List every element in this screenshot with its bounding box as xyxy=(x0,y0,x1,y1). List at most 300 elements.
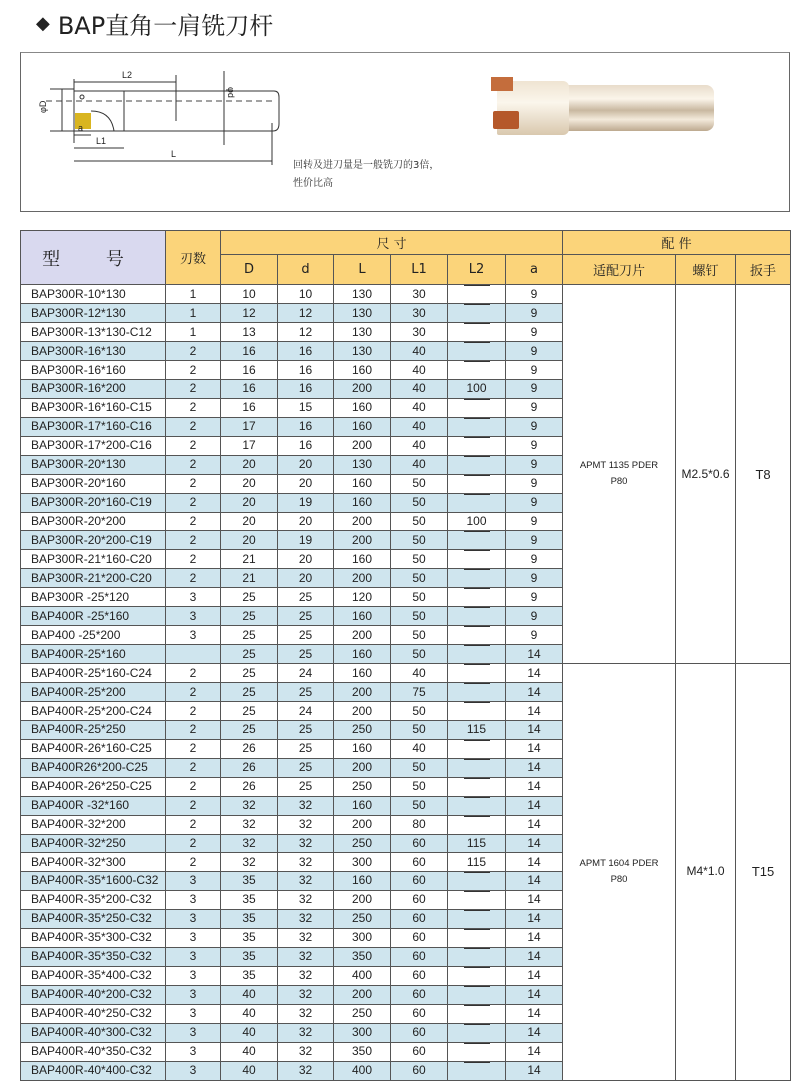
cell-a: 9 xyxy=(506,607,563,626)
cell-screw: M4*1.0 xyxy=(676,664,736,1081)
cell-L2 xyxy=(448,1004,506,1023)
cell-L2: 115 xyxy=(448,853,506,872)
dash-placeholder xyxy=(464,683,490,701)
cell-d: 24 xyxy=(278,664,334,683)
cell-a: 9 xyxy=(506,531,563,550)
cell-L1: 60 xyxy=(391,1004,448,1023)
cell-d: 32 xyxy=(278,871,334,890)
cell-model: BAP300R -25*120 xyxy=(21,588,166,607)
cell-d: 32 xyxy=(278,947,334,966)
cell-L2 xyxy=(448,739,506,758)
cell-D: 20 xyxy=(221,493,278,512)
cell-D: 40 xyxy=(221,1061,278,1080)
cell-blades: 2 xyxy=(166,796,221,815)
cell-D: 16 xyxy=(221,361,278,380)
cell-blades: 1 xyxy=(166,285,221,304)
cell-L1: 60 xyxy=(391,928,448,947)
cell-a: 14 xyxy=(506,871,563,890)
cell-L2 xyxy=(448,493,506,512)
cell-blades: 2 xyxy=(166,683,221,702)
cell-D: 25 xyxy=(221,588,278,607)
cell-L: 400 xyxy=(334,1061,391,1080)
cell-blades: 2 xyxy=(166,455,221,474)
cell-a: 9 xyxy=(506,323,563,342)
cell-L: 130 xyxy=(334,323,391,342)
dash-placeholder xyxy=(464,569,490,587)
cell-L2 xyxy=(448,323,506,342)
cell-a: 14 xyxy=(506,1061,563,1080)
cell-L2 xyxy=(448,361,506,380)
cell-L2 xyxy=(448,890,506,909)
cell-L: 250 xyxy=(334,777,391,796)
cell-a: 14 xyxy=(506,721,563,740)
dash-placeholder xyxy=(464,626,490,644)
cell-model: BAP400R-25*200 xyxy=(21,683,166,702)
cell-L: 250 xyxy=(334,1004,391,1023)
cell-model: BAP300R-16*200 xyxy=(21,380,166,399)
cell-model: BAP300R-12*130 xyxy=(21,304,166,323)
tool-insert xyxy=(493,111,519,129)
cell-L1: 40 xyxy=(391,361,448,380)
cell-blades: 2 xyxy=(166,834,221,853)
cell-L: 160 xyxy=(334,417,391,436)
cell-L2 xyxy=(448,436,506,455)
cell-L1: 50 xyxy=(391,702,448,721)
cell-model: BAP400R -25*160 xyxy=(21,607,166,626)
dash-placeholder xyxy=(464,550,490,568)
cell-L: 130 xyxy=(334,304,391,323)
cell-d: 32 xyxy=(278,1023,334,1042)
cell-L: 130 xyxy=(334,342,391,361)
cell-a: 9 xyxy=(506,285,563,304)
cell-d: 20 xyxy=(278,455,334,474)
cell-a: 14 xyxy=(506,947,563,966)
cell-L: 250 xyxy=(334,721,391,740)
cell-d: 25 xyxy=(278,645,334,664)
cell-d: 32 xyxy=(278,815,334,834)
cell-d: 32 xyxy=(278,1004,334,1023)
header-L: L xyxy=(334,255,391,285)
cell-L2 xyxy=(448,815,506,834)
cell-L: 130 xyxy=(334,285,391,304)
cell-d: 20 xyxy=(278,512,334,531)
cell-D: 25 xyxy=(221,702,278,721)
cell-D: 12 xyxy=(221,304,278,323)
cell-D: 25 xyxy=(221,664,278,683)
cell-L: 200 xyxy=(334,815,391,834)
cell-L1: 50 xyxy=(391,777,448,796)
dash-placeholder xyxy=(464,494,490,512)
cell-blades: 1 xyxy=(166,323,221,342)
cell-model: BAP400R-25*200-C24 xyxy=(21,702,166,721)
cell-model: BAP300R-17*160-C16 xyxy=(21,417,166,436)
cell-d: 32 xyxy=(278,928,334,947)
dash-placeholder xyxy=(464,437,490,455)
cell-model: BAP300R-20*160 xyxy=(21,474,166,493)
cell-blades: 3 xyxy=(166,890,221,909)
cell-L: 160 xyxy=(334,361,391,380)
cell-D: 26 xyxy=(221,777,278,796)
tool-photo xyxy=(489,77,719,137)
header-dimensions: 尺 寸 xyxy=(221,231,563,255)
cell-d: 19 xyxy=(278,493,334,512)
cell-L: 200 xyxy=(334,985,391,1004)
cell-L2 xyxy=(448,871,506,890)
cell-model: BAP300R-10*130 xyxy=(21,285,166,304)
cell-L: 200 xyxy=(334,683,391,702)
cell-blades: 3 xyxy=(166,1061,221,1080)
cell-L2 xyxy=(448,342,506,361)
cell-a: 14 xyxy=(506,815,563,834)
cell-model: BAP400R-40*400-C32 xyxy=(21,1061,166,1080)
cell-L1: 60 xyxy=(391,890,448,909)
dash-placeholder xyxy=(464,645,490,663)
cell-L: 400 xyxy=(334,966,391,985)
cell-D: 32 xyxy=(221,796,278,815)
cell-d: 32 xyxy=(278,1061,334,1080)
cell-L1: 50 xyxy=(391,758,448,777)
cell-model: BAP400R26*200-C25 xyxy=(21,758,166,777)
cell-D: 17 xyxy=(221,417,278,436)
cell-D: 21 xyxy=(221,569,278,588)
cell-blades: 3 xyxy=(166,928,221,947)
cell-L1: 30 xyxy=(391,323,448,342)
cell-D: 25 xyxy=(221,683,278,702)
cell-blades: 2 xyxy=(166,493,221,512)
page-title xyxy=(36,6,273,41)
note-line-1: 回转及进刀量是一般铣刀的3倍， xyxy=(293,160,440,171)
cell-L2 xyxy=(448,758,506,777)
cell-D: 35 xyxy=(221,890,278,909)
cell-D: 25 xyxy=(221,626,278,645)
cell-model: BAP300R-16*160 xyxy=(21,361,166,380)
note-line-2: 性价比高 xyxy=(293,178,333,189)
cell-L1: 50 xyxy=(391,550,448,569)
cell-L2 xyxy=(448,607,506,626)
dash-placeholder xyxy=(464,740,490,758)
dash-placeholder xyxy=(464,285,490,303)
cell-a: 14 xyxy=(506,834,563,853)
cell-d: 20 xyxy=(278,474,334,493)
cell-model: BAP300R-16*160-C15 xyxy=(21,398,166,417)
cell-d: 25 xyxy=(278,777,334,796)
dash-placeholder xyxy=(464,891,490,909)
cell-model: BAP300R-20*160-C19 xyxy=(21,493,166,512)
dash-placeholder xyxy=(464,872,490,890)
cell-L1: 40 xyxy=(391,417,448,436)
cell-a: 14 xyxy=(506,777,563,796)
label-phi-d: φd xyxy=(226,87,236,98)
cell-d: 12 xyxy=(278,304,334,323)
header-a: a xyxy=(506,255,563,285)
cell-L2 xyxy=(448,1023,506,1042)
header-accessories: 配 件 xyxy=(563,231,791,255)
cell-L2 xyxy=(448,947,506,966)
tool-shank xyxy=(564,85,714,131)
cell-a: 14 xyxy=(506,1023,563,1042)
cell-d: 12 xyxy=(278,323,334,342)
cell-a: 9 xyxy=(506,569,563,588)
cell-L: 200 xyxy=(334,890,391,909)
cell-d: 16 xyxy=(278,436,334,455)
cell-a: 9 xyxy=(506,493,563,512)
cell-blades: 3 xyxy=(166,909,221,928)
cell-a: 14 xyxy=(506,683,563,702)
cell-L2 xyxy=(448,702,506,721)
cell-d: 19 xyxy=(278,531,334,550)
header-L1: L1 xyxy=(391,255,448,285)
cell-model: BAP400R-25*250 xyxy=(21,721,166,740)
cell-D: 35 xyxy=(221,871,278,890)
cell-model: BAP400R-26*250-C25 xyxy=(21,777,166,796)
cell-D: 32 xyxy=(221,834,278,853)
cell-blades: 2 xyxy=(166,512,221,531)
cell-d: 16 xyxy=(278,342,334,361)
cell-L: 160 xyxy=(334,796,391,815)
cell-L1: 40 xyxy=(391,436,448,455)
cell-L1: 50 xyxy=(391,607,448,626)
cell-d: 20 xyxy=(278,550,334,569)
cell-d: 32 xyxy=(278,796,334,815)
cell-model: BAP300R-17*200-C16 xyxy=(21,436,166,455)
cell-L2: 100 xyxy=(448,380,506,399)
cell-L: 160 xyxy=(334,550,391,569)
cell-blades: 2 xyxy=(166,380,221,399)
cell-model: BAP400R-35*250-C32 xyxy=(21,909,166,928)
cell-L1: 40 xyxy=(391,664,448,683)
cell-model: BAP300R-20*200 xyxy=(21,512,166,531)
cell-d: 32 xyxy=(278,834,334,853)
insert-line-1: APMT 1135 PDER xyxy=(579,460,659,472)
cell-a: 9 xyxy=(506,398,563,417)
cell-L: 160 xyxy=(334,645,391,664)
cell-D: 32 xyxy=(221,815,278,834)
cell-a: 9 xyxy=(506,361,563,380)
dash-placeholder xyxy=(464,702,490,720)
dash-placeholder xyxy=(464,1005,490,1023)
dash-placeholder xyxy=(464,778,490,796)
cell-model: BAP300R-21*200-C20 xyxy=(21,569,166,588)
cell-D: 20 xyxy=(221,474,278,493)
cell-a: 14 xyxy=(506,985,563,1004)
cell-L2 xyxy=(448,777,506,796)
dash-placeholder xyxy=(464,475,490,493)
cell-L2 xyxy=(448,1061,506,1080)
cell-L: 300 xyxy=(334,1023,391,1042)
cell-D: 25 xyxy=(221,721,278,740)
cell-a: 14 xyxy=(506,890,563,909)
cell-L: 200 xyxy=(334,436,391,455)
cell-D: 13 xyxy=(221,323,278,342)
cell-L: 250 xyxy=(334,834,391,853)
cell-L1: 40 xyxy=(391,342,448,361)
cell-a: 9 xyxy=(506,550,563,569)
cell-L2 xyxy=(448,474,506,493)
cell-D: 20 xyxy=(221,512,278,531)
cell-L: 120 xyxy=(334,588,391,607)
cell-model: BAP400R-32*200 xyxy=(21,815,166,834)
cell-blades: 1 xyxy=(166,304,221,323)
cell-a: 9 xyxy=(506,474,563,493)
feature-note xyxy=(293,157,439,193)
cell-L2 xyxy=(448,928,506,947)
label-phi-D: φD xyxy=(38,100,48,113)
dash-placeholder xyxy=(464,361,490,379)
cell-blades: 2 xyxy=(166,777,221,796)
cell-blades: 2 xyxy=(166,417,221,436)
cell-model: BAP400R-35*400-C32 xyxy=(21,966,166,985)
dash-placeholder xyxy=(464,531,490,549)
cell-blades: 2 xyxy=(166,853,221,872)
cell-blades: 2 xyxy=(166,550,221,569)
cell-L: 130 xyxy=(334,455,391,474)
cell-a: 9 xyxy=(506,304,563,323)
cell-D: 32 xyxy=(221,853,278,872)
cell-blades: 2 xyxy=(166,739,221,758)
cell-model: BAP400R -32*160 xyxy=(21,796,166,815)
cell-D: 40 xyxy=(221,985,278,1004)
dash-placeholder xyxy=(464,399,490,417)
cell-L2 xyxy=(448,550,506,569)
cell-blades: 3 xyxy=(166,1042,221,1061)
tool-insert xyxy=(491,77,513,91)
header-D: D xyxy=(221,255,278,285)
cell-d: 16 xyxy=(278,361,334,380)
cell-D: 16 xyxy=(221,380,278,399)
cell-d: 32 xyxy=(278,909,334,928)
cell-blades: 2 xyxy=(166,361,221,380)
cell-d: 25 xyxy=(278,683,334,702)
cell-L2 xyxy=(448,417,506,436)
cell-L1: 60 xyxy=(391,947,448,966)
dash-placeholder xyxy=(464,664,490,682)
label-L1: L1 xyxy=(96,136,107,146)
cell-blades xyxy=(166,645,221,664)
cell-L1: 50 xyxy=(391,645,448,664)
cell-L2 xyxy=(448,285,506,304)
cell-L1: 75 xyxy=(391,683,448,702)
insert-line-2: P80 xyxy=(610,476,628,488)
cell-L: 200 xyxy=(334,531,391,550)
cell-a: 14 xyxy=(506,966,563,985)
cell-L1: 40 xyxy=(391,380,448,399)
cell-L: 160 xyxy=(334,398,391,417)
cell-blades: 3 xyxy=(166,871,221,890)
cell-L2 xyxy=(448,909,506,928)
cell-L1: 50 xyxy=(391,569,448,588)
cell-L1: 40 xyxy=(391,398,448,417)
cell-L1: 50 xyxy=(391,493,448,512)
cell-a: 9 xyxy=(506,512,563,531)
cell-model: BAP300R-20*130 xyxy=(21,455,166,474)
cell-a: 9 xyxy=(506,436,563,455)
cell-model: BAP400R-35*1600-C32 xyxy=(21,871,166,890)
cell-a: 9 xyxy=(506,626,563,645)
cell-insert xyxy=(563,285,676,664)
cell-L2 xyxy=(448,531,506,550)
cell-a: 9 xyxy=(506,455,563,474)
cell-L2 xyxy=(448,569,506,588)
cell-model: BAP400R-35*200-C32 xyxy=(21,890,166,909)
cell-L1: 60 xyxy=(391,985,448,1004)
cell-L: 200 xyxy=(334,626,391,645)
diamond-bullet-icon: ◆ xyxy=(36,13,50,34)
header-screw: 螺钉 xyxy=(676,255,736,285)
header-insert: 适配刀片 xyxy=(563,255,676,285)
dash-placeholder xyxy=(464,1062,490,1080)
dash-placeholder xyxy=(464,304,490,322)
cell-D: 35 xyxy=(221,966,278,985)
header-model: 型 号 xyxy=(21,231,166,285)
cell-model: BAP400R-32*250 xyxy=(21,834,166,853)
cell-L2 xyxy=(448,304,506,323)
cell-L2 xyxy=(448,683,506,702)
insert-line-2: P80 xyxy=(610,873,628,885)
cell-L2: 115 xyxy=(448,721,506,740)
cell-D: 35 xyxy=(221,909,278,928)
cell-a: 14 xyxy=(506,739,563,758)
dash-placeholder xyxy=(464,948,490,966)
cell-d: 24 xyxy=(278,702,334,721)
cell-L: 350 xyxy=(334,947,391,966)
cell-L: 200 xyxy=(334,380,391,399)
cell-blades: 2 xyxy=(166,758,221,777)
dash-placeholder xyxy=(464,759,490,777)
cell-L: 160 xyxy=(334,474,391,493)
cell-L1: 40 xyxy=(391,739,448,758)
cell-D: 20 xyxy=(221,531,278,550)
cell-model: BAP400R-26*160-C25 xyxy=(21,739,166,758)
cell-L2: 100 xyxy=(448,512,506,531)
cell-L2 xyxy=(448,455,506,474)
cell-model: BAP400R-40*200-C32 xyxy=(21,985,166,1004)
cell-L: 160 xyxy=(334,871,391,890)
figure-panel xyxy=(20,52,790,212)
cell-a: 14 xyxy=(506,928,563,947)
cell-L: 160 xyxy=(334,664,391,683)
cell-blades: 2 xyxy=(166,569,221,588)
page-title-text: BAP直角一肩铣刀杆 xyxy=(57,12,274,40)
cell-blades: 3 xyxy=(166,607,221,626)
cell-blades: 3 xyxy=(166,1004,221,1023)
dash-placeholder xyxy=(464,816,490,834)
cell-d: 25 xyxy=(278,758,334,777)
cell-insert xyxy=(563,664,676,1081)
dash-placeholder xyxy=(464,588,490,606)
cell-L: 200 xyxy=(334,569,391,588)
cell-L: 200 xyxy=(334,512,391,531)
cell-L: 250 xyxy=(334,909,391,928)
cell-L1: 60 xyxy=(391,1042,448,1061)
cell-d: 16 xyxy=(278,380,334,399)
cell-wrench: T8 xyxy=(736,285,791,664)
cell-wrench: T15 xyxy=(736,664,791,1081)
cell-a: 9 xyxy=(506,588,563,607)
cell-model: BAP400R-35*350-C32 xyxy=(21,947,166,966)
cell-d: 25 xyxy=(278,588,334,607)
cell-L: 300 xyxy=(334,853,391,872)
cell-model: BAP300R-16*130 xyxy=(21,342,166,361)
cell-L1: 40 xyxy=(391,455,448,474)
header-d: d xyxy=(278,255,334,285)
label-a: a xyxy=(78,123,84,133)
cell-d: 25 xyxy=(278,626,334,645)
cell-L2 xyxy=(448,588,506,607)
cell-model: BAP400R-25*160 xyxy=(21,645,166,664)
cell-L2 xyxy=(448,398,506,417)
cell-D: 40 xyxy=(221,1004,278,1023)
cell-blades: 2 xyxy=(166,702,221,721)
